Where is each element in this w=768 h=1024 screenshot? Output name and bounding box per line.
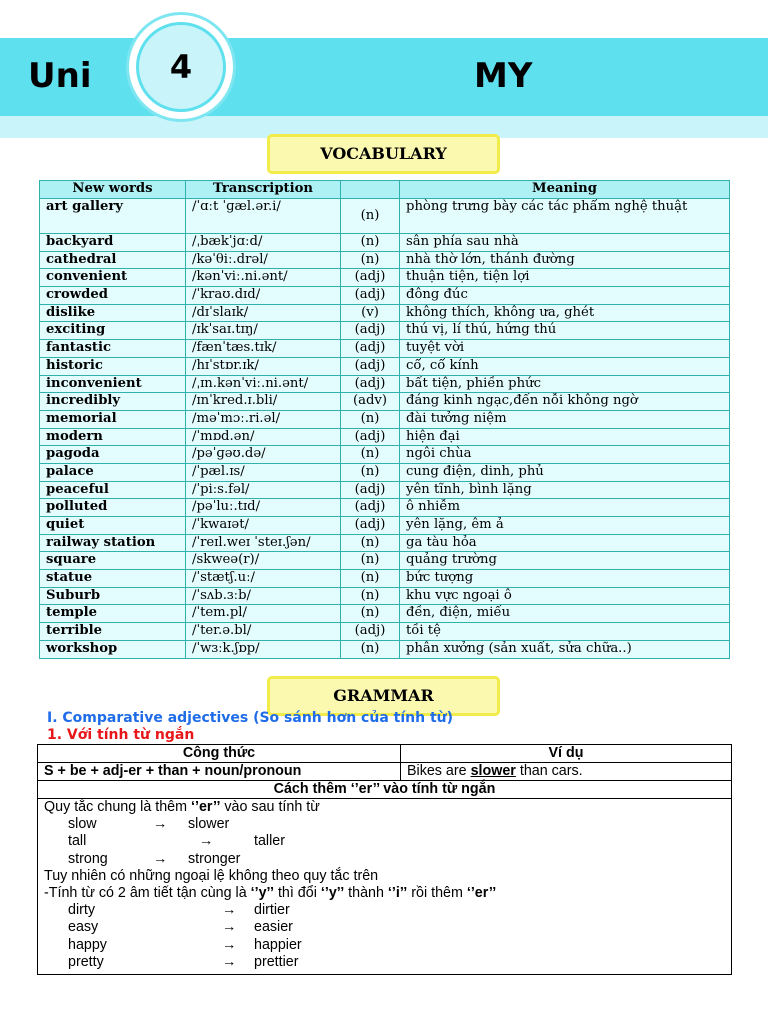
base-adjective: happy [68,936,107,953]
example-pair [44,954,725,971]
example-pair [44,833,725,850]
vocab-meaning: đáng kinh ngạc,đến nỗi không ngờ [400,393,730,411]
rule1-pre: Quy tắc chung là thêm [44,799,192,815]
vocabulary-body [40,199,730,659]
vocab-meaning: đông đúc [400,287,730,305]
vocab-word: incredibly [40,393,186,411]
vocab-row [40,393,730,411]
vocab-transcription: /pəˈɡəʊ.də/ [186,446,341,464]
arrow-icon: → [222,919,237,936]
col-header-meaning: Meaning [400,181,730,199]
vocab-meaning: đài tưởng niệm [400,410,730,428]
rule1-post: vào sau tính từ [220,799,320,815]
vocab-row [40,410,730,428]
vocab-transcription: /ˌbækˈjɑːd/ [186,234,341,252]
vocab-pos: (adj) [341,428,400,446]
vocabulary-table [39,180,730,659]
vocab-row [40,534,730,552]
vocab-word: palace [40,463,186,481]
vocab-word: crowded [40,287,186,305]
vocab-transcription: /ˈpiːs.fəl/ [186,481,341,499]
vocab-meaning: ngôi chùa [400,446,730,464]
vocab-row [40,623,730,641]
base-adjective: dirty [68,902,96,919]
vocab-transcription: /hɪˈstɒr.ɪk/ [186,357,341,375]
vocab-row [40,199,730,234]
vocab-row [40,340,730,358]
vocab-row [40,640,730,658]
vocab-row [40,499,730,517]
vocab-word: quiet [40,517,186,535]
vocab-word: historic [40,357,186,375]
example-pair [44,902,725,919]
vocab-meaning: bất tiện, phiền phức [400,375,730,393]
vocab-word: pagoda [40,446,186,464]
vocab-word: polluted [40,499,186,517]
col-header-word: New words [40,181,186,199]
vocab-meaning: đền, điện, miếu [400,605,730,623]
rule-body-row [38,799,732,975]
vocab-transcription: /ˈstætʃ.uː/ [186,570,341,588]
vocab-pos: (n) [341,463,400,481]
comparative-adjective: easier [254,919,293,936]
vocab-transcription: /ˈtem.pl/ [186,605,341,623]
vocab-pos: (n) [341,605,400,623]
vocab-pos: (n) [341,234,400,252]
vocab-transcription: /ˈkwaɪət/ [186,517,341,535]
rule-body [38,799,732,975]
vocab-row [40,269,730,287]
vocab-meaning: thú vị, lí thú, hứng thú [400,322,730,340]
vocab-pos: (n) [341,446,400,464]
vocab-transcription: /ˈwɜːk.ʃɒp/ [186,640,341,658]
comparative-adjective: stronger [188,850,241,867]
comparative-adjective: taller [254,833,285,850]
comparative-adjective: prettier [254,953,299,970]
rule-y-to-i [44,885,725,902]
vocab-word: backyard [40,234,186,252]
vocab-pos: (adv) [341,393,400,411]
base-adjective: tall [68,833,87,850]
vocab-row [40,481,730,499]
example-group-y-adjectives [44,902,725,971]
vocab-word: art gallery [40,199,186,234]
arrow-icon: → [222,953,237,970]
vocab-word: cathedral [40,251,186,269]
vocab-pos: (n) [341,251,400,269]
vocab-word: terrible [40,623,186,641]
vocab-row [40,587,730,605]
vocab-word: temple [40,605,186,623]
rule2-i: ‘’i’’ [387,884,408,901]
vocab-pos: (adj) [341,517,400,535]
vocab-transcription: /ɪnˈkred.ɪ.bli/ [186,393,341,411]
comparative-adjective: dirtier [254,902,290,919]
vocab-word: modern [40,428,186,446]
vocab-row [40,304,730,322]
rule-exceptions: Tuy nhiên có những ngoại lệ không theo quy tắc trên [44,867,379,884]
example-pair [44,919,725,936]
vocab-transcription: /ˈter.ə.bl/ [186,623,341,641]
rule2-y2: ‘’y’’ [320,884,345,901]
vocab-meaning: phân xưởng (sản xuất, sửa chữa..) [400,640,730,658]
arrow-icon: → [153,850,168,867]
vocab-meaning: tồi tệ [400,623,730,641]
vocab-word: Suburb [40,587,186,605]
vocab-meaning: không thích, không ưa, ghét [400,304,730,322]
vocab-pos: (n) [341,410,400,428]
vocab-pos: (adj) [341,623,400,641]
rule-title: Cách thêm ‘’er’’ vào tính từ ngắn [38,781,732,799]
vocab-word: square [40,552,186,570]
vocab-row [40,287,730,305]
example-post: than cars. [515,763,583,779]
header-banner [0,38,768,116]
vocab-pos: (n) [341,640,400,658]
col-header-transcription: Transcription [186,181,341,199]
vocab-meaning: ga tàu hỏa [400,534,730,552]
grammar-formula-row [38,763,732,781]
formula-text: S + be + adj-er + than + noun/pronoun [38,763,401,781]
rule2-y1: ‘’y’’ [250,884,274,901]
rule-general [44,799,725,816]
vocab-transcription: /ˈmɒd.ən/ [186,428,341,446]
unit-number: 4 [169,48,193,86]
vocab-pos: (adj) [341,287,400,305]
vocab-pos: (n) [341,534,400,552]
vocab-word: peaceful [40,481,186,499]
vocab-row [40,552,730,570]
vocab-row [40,428,730,446]
rule-title-row [38,781,732,799]
grammar-header-row [38,745,732,763]
example-keyword: slower [470,763,516,779]
vocab-meaning: phòng trưng bày các tác phẩm nghệ thuật [400,199,730,234]
vocab-word: fantastic [40,340,186,358]
grammar-subsection-title: 1. Với tính từ ngắn [47,727,195,743]
rule1-key: ‘’er’’ [191,799,221,815]
rule2-er: ‘’er’’ [466,884,497,901]
col-header-pos [341,181,400,199]
rule2-part-d: rồi thêm [407,884,467,901]
vocab-row [40,357,730,375]
vocab-pos: (n) [341,570,400,588]
vocab-meaning: cung điện, dinh, phủ [400,463,730,481]
vocab-pos: (adj) [341,499,400,517]
example-pre: Bikes are [407,763,471,779]
unit-label-left: Uni [28,56,92,96]
vocab-meaning: yên tĩnh, bình lặng [400,481,730,499]
comparative-adjective: slower [188,816,230,833]
comparative-adjective: happier [254,936,302,953]
example-group-regular [44,816,725,868]
vocab-meaning: yên lặng, êm ả [400,517,730,535]
arrow-icon: → [222,936,237,953]
vocab-word: workshop [40,640,186,658]
vocab-row [40,375,730,393]
vocab-pos: (adj) [341,340,400,358]
vocab-pos: (n) [341,552,400,570]
vocab-meaning: cổ, cổ kính [400,357,730,375]
base-adjective: strong [68,850,108,867]
vocab-transcription: /ˈsʌb.ɜːb/ [186,587,341,605]
vocab-row [40,234,730,252]
vocab-transcription: /skweə(r)/ [186,552,341,570]
vocabulary-heading: VOCABULARY [267,134,500,174]
grammar-table [37,744,732,975]
vocab-word: memorial [40,410,186,428]
grammar-heading: GRAMMAR [267,676,500,716]
vocab-pos: (v) [341,304,400,322]
arrow-icon: → [199,833,214,850]
example-pair [44,816,725,833]
vocab-meaning: tuyệt vời [400,340,730,358]
vocab-row [40,517,730,535]
base-adjective: easy [68,919,99,936]
vocab-transcription: /pəˈluː.tɪd/ [186,499,341,517]
vocab-transcription: /ˈreɪl.weɪ ˈsteɪ.ʃən/ [186,534,341,552]
vocab-meaning: nhà thờ lớn, thánh đường [400,251,730,269]
vocab-word: dislike [40,304,186,322]
grammar-section-title: I. Comparative adjectives (So sánh hơn của tính từ) [47,710,453,726]
vocab-meaning: hiện đại [400,428,730,446]
vocab-transcription: /ɪkˈsaɪ.tɪŋ/ [186,322,341,340]
formula-header: Công thức [38,745,401,763]
vocab-transcription: /ˈɑːt ˈɡæl.ər.i/ [186,199,341,234]
vocab-transcription: /fænˈtæs.tɪk/ [186,340,341,358]
vocab-pos: (adj) [341,481,400,499]
example-header: Ví dụ [401,745,732,763]
vocab-row [40,446,730,464]
vocab-meaning: khu vực ngoại ô [400,587,730,605]
rule2-part-a: -Tính từ có 2 âm tiết tận cùng là [44,884,251,901]
vocab-transcription: /ˈkraʊ.dɪd/ [186,287,341,305]
rule2-part-c: thành [344,884,388,901]
vocab-pos: (adj) [341,375,400,393]
vocab-meaning: thuận tiện, tiện lợi [400,269,730,287]
vocab-meaning: ô nhiễm [400,499,730,517]
vocab-word: railway station [40,534,186,552]
base-adjective: pretty [68,953,104,970]
vocab-transcription: /kənˈviː.ni.ənt/ [186,269,341,287]
vocab-row [40,251,730,269]
example-text [401,763,732,781]
vocab-meaning: bức tượng [400,570,730,588]
vocab-transcription: /ˈpæl.ɪs/ [186,463,341,481]
vocab-word: inconvenient [40,375,186,393]
vocab-word: statue [40,570,186,588]
vocabulary-header-row [40,181,730,199]
vocab-pos: (adj) [341,357,400,375]
arrow-icon: → [222,902,237,919]
vocab-transcription: /kəˈθiː.drəl/ [186,251,341,269]
base-adjective: slow [68,816,97,833]
example-pair [44,851,725,868]
vocab-row [40,605,730,623]
vocab-transcription: /dɪˈslaɪk/ [186,304,341,322]
vocab-transcription: /məˈmɔː.ri.əl/ [186,410,341,428]
vocab-meaning: sân phía sau nhà [400,234,730,252]
arrow-icon: → [153,816,168,833]
rule2-part-b: thì đổi [273,884,321,901]
vocab-pos: (n) [341,199,400,234]
vocab-pos: (adj) [341,322,400,340]
vocab-pos: (n) [341,587,400,605]
vocab-row [40,322,730,340]
example-pair [44,937,725,954]
vocab-word: exciting [40,322,186,340]
vocab-pos: (adj) [341,269,400,287]
vocab-row [40,570,730,588]
vocab-transcription: /ˌɪn.kənˈviː.ni.ənt/ [186,375,341,393]
vocab-meaning: quảng trường [400,552,730,570]
vocab-row [40,463,730,481]
vocab-word: convenient [40,269,186,287]
unit-label-right: MY [474,56,533,96]
